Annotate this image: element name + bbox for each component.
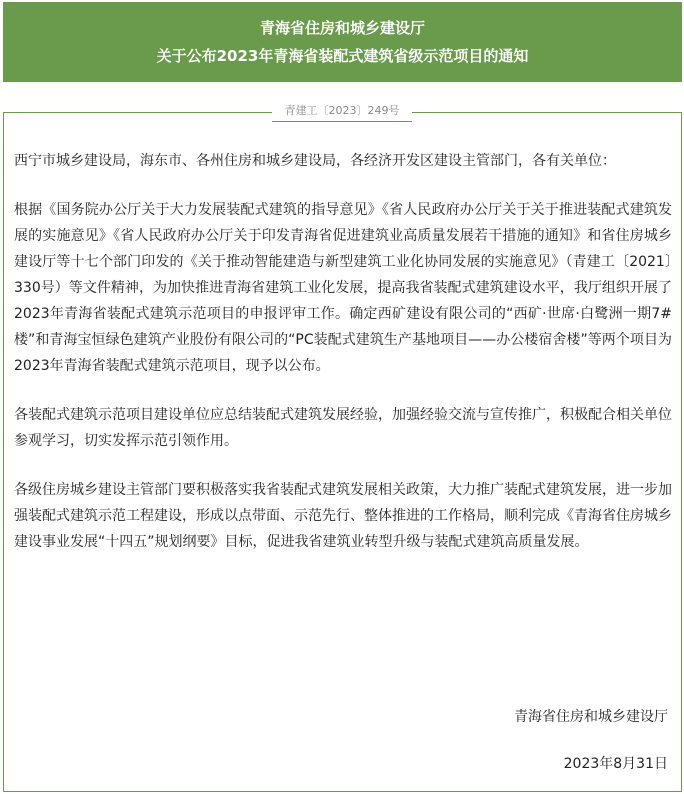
issuer-title: 青海省住房和城乡建设厅	[259, 19, 425, 37]
paragraph-demonstration: 各装配式建筑示范项目建设单位应总结装配式建筑发展经验，加强经验交流与宣传推广，积极配合相关单位参观学习，切实发挥示范引领作用。	[14, 407, 672, 449]
salutation: 西宁市城乡建设局，海东市、各州住房和城乡建设局，各经济开发区建设主管部门，各有关单位：	[14, 153, 616, 169]
notice-body	[14, 148, 672, 578]
paragraph-basis: 根据《国务院办公厅关于大力发展装配式建筑的指导意见》《省人民政府办公厅关于关于推进装配式建筑发展的实施意见》《省人民政府办公厅关于印发青海省促进建筑业高质量发展若干措施的通知》和省住房城乡建设厅等十七个部门印发的《关于推动智能建造与新型建筑工业化协同发展的实施意见》（青建工〔2021〕330号）等文件精神，为加快推进青海省建筑工业化发展，提高我省装配式建筑建设水平，我厅组织开展了2023年青海省装配式建筑示范项目的申报评审工作。确定西矿建设有限公司的“西矿·世席·白鹭洲一期7#楼”和青海宝恒绿色建筑产业股份有限公司的“PC装配式建筑生产基地项目——办公楼宿舍楼”等两个项目为2023年青海省装配式建筑示范项目，现予以公布。	[14, 202, 672, 374]
notice-title: 关于公布2023年青海省装配式建筑省级示范项目的通知	[156, 47, 529, 65]
doc-number-bottom-rule	[272, 121, 412, 122]
document-number: 青建工〔2023〕249号	[272, 102, 412, 120]
header-banner	[3, 2, 682, 82]
issue-date: 2023年8月31日	[563, 756, 668, 772]
signature-issuer: 青海省住房和城乡建设厅	[514, 709, 668, 725]
paragraph-requirements: 各级住房城乡建设主管部门要积极落实我省装配式建筑发展相关政策，大力推广装配式建筑发展，进一步加强装配式建筑示范工程建设，形成以点带面、示范先行、整体推进的工作格局，顺利完成《青海省住房城乡建设事业发展“十四五”规划纲要》目标，促进我省建筑业转型升级与装配式建筑高质量发展。	[14, 482, 672, 550]
